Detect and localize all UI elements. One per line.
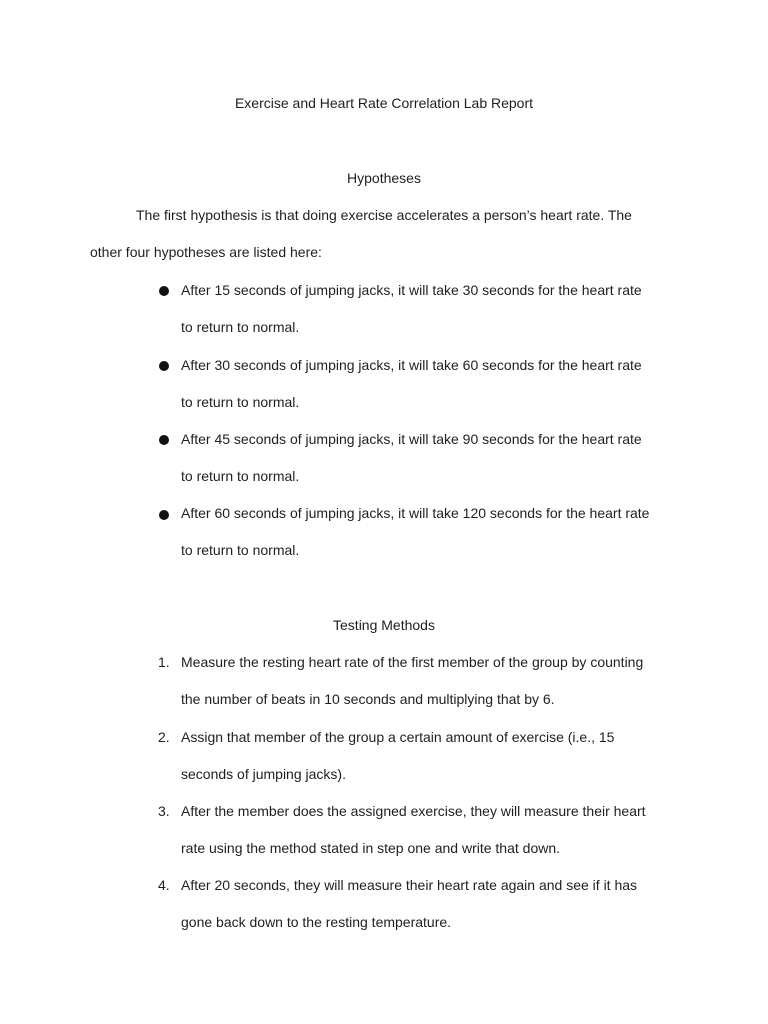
hypotheses-intro-line2: other four hypotheses are listed here:	[90, 244, 322, 260]
step-line2: gone back down to the resting temperature.	[181, 914, 452, 930]
step-line1: After 20 seconds, they will measure their heart rate again and see if it has	[181, 877, 638, 893]
bullet-icon	[159, 286, 169, 296]
step-number: 2.	[158, 729, 170, 745]
list-item-line1: After 30 seconds of jumping jacks, it will take 60 seconds for the heart rate	[181, 357, 642, 373]
step-number: 4.	[158, 877, 170, 893]
list-item-line2: to return to normal.	[181, 542, 300, 558]
bullet-icon	[159, 361, 169, 371]
list-item-line2: to return to normal.	[181, 394, 300, 410]
step-line1: Measure the resting heart rate of the first member of the group by counting	[181, 654, 644, 670]
list-item-line1: After 45 seconds of jumping jacks, it will take 90 seconds for the heart rate	[181, 431, 642, 447]
hypotheses-intro-line1: The first hypothesis is that doing exercise accelerates a person’s heart rate. The	[136, 207, 632, 223]
methods-heading: Testing Methods	[333, 617, 435, 633]
document-title: Exercise and Heart Rate Correlation Lab Report	[234, 95, 534, 111]
list-item-line1: After 60 seconds of jumping jacks, it will take 120 seconds for the heart rate	[181, 505, 650, 521]
list-item-line2: to return to normal.	[181, 319, 300, 335]
step-line1: Assign that member of the group a certain amount of exercise (i.e., 15	[181, 729, 615, 745]
step-number: 3.	[158, 803, 170, 819]
list-item-line1: After 15 seconds of jumping jacks, it will take 30 seconds for the heart rate	[181, 282, 642, 298]
step-line1: After the member does the assigned exercise, they will measure their heart	[181, 803, 646, 819]
step-line2: seconds of jumping jacks).	[181, 766, 346, 782]
hypotheses-heading: Hypotheses	[347, 170, 421, 186]
step-line2: rate using the method stated in step one and write that down.	[181, 840, 561, 856]
bullet-icon	[159, 435, 169, 445]
list-item-line2: to return to normal.	[181, 468, 300, 484]
step-number: 1.	[158, 654, 170, 670]
bullet-icon	[159, 510, 169, 520]
step-line2: the number of beats in 10 seconds and multiplying that by 6.	[181, 691, 555, 707]
